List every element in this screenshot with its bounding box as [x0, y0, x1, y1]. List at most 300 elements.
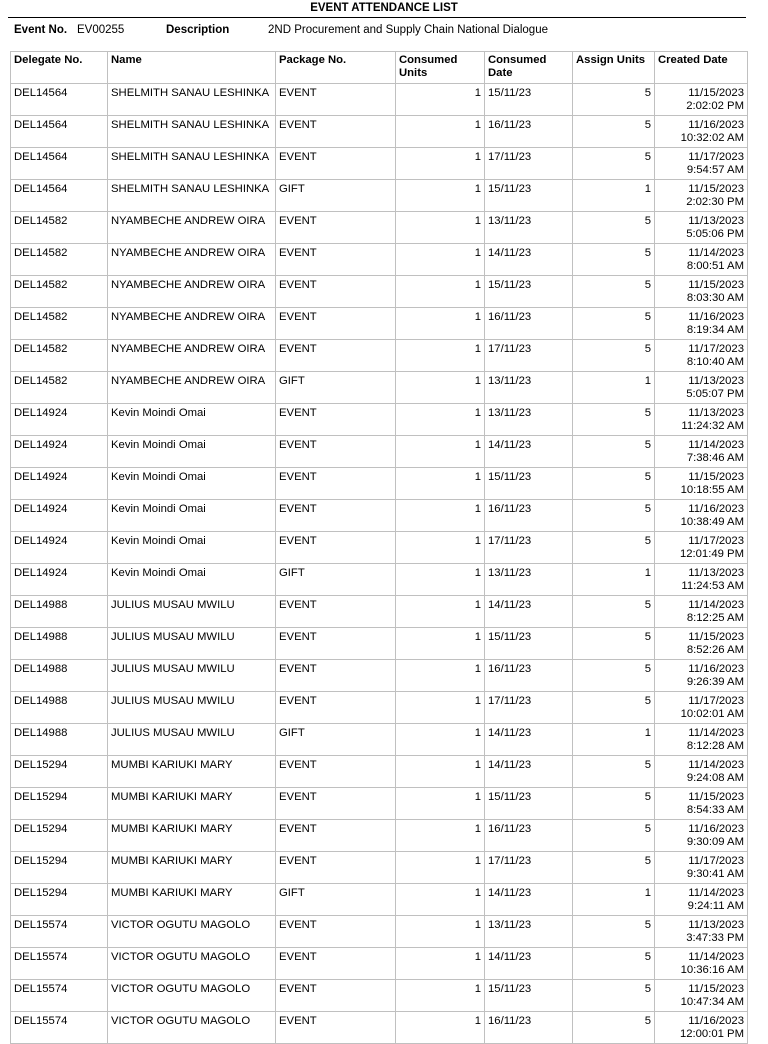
created-date-text: 11/13/2023 — [688, 567, 744, 579]
created-date-text: 11/14/2023 — [688, 599, 744, 611]
consumed-date-cell: 14/11/23 — [485, 948, 573, 980]
created-date-cell — [655, 468, 748, 500]
name-cell: SHELMITH SANAU LESHINKA — [108, 84, 276, 116]
created-date-text: 11/13/2023 — [688, 375, 744, 387]
table-row — [11, 500, 748, 532]
created-date-cell — [655, 340, 748, 372]
attendance-table — [10, 51, 748, 1044]
created-date-cell — [655, 84, 748, 116]
package-no-cell: EVENT — [276, 628, 396, 660]
package-no-cell: EVENT — [276, 852, 396, 884]
assign-units-cell: 5 — [573, 916, 655, 948]
consumed-units-cell: 1 — [396, 916, 485, 948]
package-no-cell: EVENT — [276, 596, 396, 628]
consumed-date-cell: 16/11/23 — [485, 500, 573, 532]
package-no-cell: EVENT — [276, 212, 396, 244]
col-header-created-date: Created Date — [655, 52, 748, 84]
created-time-text: 5:05:07 PM — [686, 387, 744, 400]
created-date-text: 11/17/2023 — [688, 855, 744, 867]
created-date-text: 11/15/2023 — [688, 631, 744, 643]
name-cell: MUMBI KARIUKI MARY — [108, 884, 276, 916]
consumed-units-cell: 1 — [396, 84, 485, 116]
created-time-text: 9:24:08 AM — [686, 771, 744, 784]
col-header-package-no: Package No. — [276, 52, 396, 84]
created-date-text: 11/17/2023 — [688, 695, 744, 707]
package-no-cell: EVENT — [276, 116, 396, 148]
table-row — [11, 756, 748, 788]
created-date-text: 11/14/2023 — [688, 439, 744, 451]
table-row — [11, 564, 748, 596]
consumed-date-cell: 17/11/23 — [485, 340, 573, 372]
created-date-cell — [655, 724, 748, 756]
package-no-cell: EVENT — [276, 660, 396, 692]
consumed-date-cell: 15/11/23 — [485, 788, 573, 820]
consumed-units-cell: 1 — [396, 756, 485, 788]
delegate-no-cell: DEL14564 — [11, 148, 108, 180]
package-no-cell: EVENT — [276, 820, 396, 852]
table-row — [11, 916, 748, 948]
delegate-no-cell: DEL14924 — [11, 468, 108, 500]
name-cell: Kevin Moindi Omai — [108, 404, 276, 436]
table-row — [11, 948, 748, 980]
created-date-cell — [655, 372, 748, 404]
assign-units-cell: 5 — [573, 148, 655, 180]
table-row — [11, 308, 748, 340]
created-date-cell — [655, 532, 748, 564]
table-row — [11, 788, 748, 820]
package-no-cell: EVENT — [276, 84, 396, 116]
created-date-text: 11/16/2023 — [688, 1015, 744, 1027]
table-row — [11, 820, 748, 852]
consumed-units-cell: 1 — [396, 500, 485, 532]
created-time-text: 10:18:55 AM — [680, 483, 744, 496]
created-date-cell — [655, 980, 748, 1012]
created-time-text: 10:38:49 AM — [680, 515, 744, 528]
delegate-no-cell: DEL14582 — [11, 276, 108, 308]
delegate-no-cell: DEL15574 — [11, 916, 108, 948]
name-cell: Kevin Moindi Omai — [108, 564, 276, 596]
created-date-text: 11/15/2023 — [688, 471, 744, 483]
created-date-text: 11/15/2023 — [688, 791, 744, 803]
package-no-cell: GIFT — [276, 372, 396, 404]
package-no-cell: EVENT — [276, 308, 396, 340]
created-date-text: 11/15/2023 — [688, 983, 744, 995]
created-time-text: 9:30:41 AM — [686, 867, 744, 880]
consumed-units-cell: 1 — [396, 404, 485, 436]
consumed-date-cell: 17/11/23 — [485, 148, 573, 180]
table-row — [11, 116, 748, 148]
package-no-cell: GIFT — [276, 180, 396, 212]
created-time-text: 8:12:28 AM — [686, 739, 744, 752]
created-date-text: 11/15/2023 — [688, 279, 744, 291]
assign-units-cell: 5 — [573, 532, 655, 564]
name-cell: JULIUS MUSAU MWILU — [108, 692, 276, 724]
name-cell: JULIUS MUSAU MWILU — [108, 596, 276, 628]
consumed-units-cell: 1 — [396, 116, 485, 148]
assign-units-cell: 5 — [573, 212, 655, 244]
assign-units-cell: 5 — [573, 116, 655, 148]
event-no-value: EV00255 — [77, 24, 125, 36]
consumed-units-cell: 1 — [396, 340, 485, 372]
consumed-units-cell: 1 — [396, 692, 485, 724]
consumed-date-cell: 13/11/23 — [485, 372, 573, 404]
created-time-text: 10:36:16 AM — [680, 963, 744, 976]
table-row — [11, 980, 748, 1012]
created-date-text: 11/14/2023 — [688, 247, 744, 259]
consumed-units-cell: 1 — [396, 1012, 485, 1044]
created-date-cell — [655, 852, 748, 884]
table-row — [11, 884, 748, 916]
delegate-no-cell: DEL15294 — [11, 852, 108, 884]
table-row — [11, 84, 748, 116]
name-cell: Kevin Moindi Omai — [108, 532, 276, 564]
assign-units-cell: 5 — [573, 756, 655, 788]
consumed-date-cell: 14/11/23 — [485, 756, 573, 788]
col-header-consumed-units: Consumed Units — [396, 52, 485, 84]
table-row — [11, 148, 748, 180]
description-label: Description — [166, 24, 230, 36]
name-cell: SHELMITH SANAU LESHINKA — [108, 180, 276, 212]
consumed-date-cell: 15/11/23 — [485, 180, 573, 212]
created-date-text: 11/15/2023 — [688, 183, 744, 195]
col-header-name: Name — [108, 52, 276, 84]
created-date-text: 11/17/2023 — [688, 535, 744, 547]
package-no-cell: EVENT — [276, 468, 396, 500]
delegate-no-cell: DEL14924 — [11, 404, 108, 436]
created-date-text: 11/13/2023 — [688, 215, 744, 227]
assign-units-cell: 1 — [573, 884, 655, 916]
created-date-cell — [655, 756, 748, 788]
created-date-cell — [655, 116, 748, 148]
delegate-no-cell: DEL14924 — [11, 532, 108, 564]
delegate-no-cell: DEL14988 — [11, 596, 108, 628]
created-date-cell — [655, 180, 748, 212]
assign-units-cell: 5 — [573, 84, 655, 116]
delegate-no-cell: DEL14582 — [11, 244, 108, 276]
assign-units-cell: 5 — [573, 980, 655, 1012]
assign-units-cell: 1 — [573, 724, 655, 756]
name-cell: VICTOR OGUTU MAGOLO — [108, 916, 276, 948]
table-row — [11, 852, 748, 884]
delegate-no-cell: DEL14924 — [11, 436, 108, 468]
consumed-date-cell: 15/11/23 — [485, 84, 573, 116]
table-row — [11, 340, 748, 372]
consumed-units-cell: 1 — [396, 436, 485, 468]
assign-units-cell: 5 — [573, 404, 655, 436]
consumed-date-cell: 15/11/23 — [485, 980, 573, 1012]
package-no-cell: GIFT — [276, 724, 396, 756]
name-cell: SHELMITH SANAU LESHINKA — [108, 116, 276, 148]
assign-units-cell: 5 — [573, 1012, 655, 1044]
consumed-date-cell: 17/11/23 — [485, 532, 573, 564]
created-date-cell — [655, 884, 748, 916]
created-date-cell — [655, 308, 748, 340]
created-date-cell — [655, 660, 748, 692]
consumed-date-cell: 13/11/23 — [485, 564, 573, 596]
consumed-units-cell: 1 — [396, 532, 485, 564]
created-date-text: 11/16/2023 — [688, 311, 744, 323]
created-date-cell — [655, 212, 748, 244]
created-time-text: 7:38:46 AM — [686, 451, 744, 464]
created-date-cell — [655, 596, 748, 628]
package-no-cell: EVENT — [276, 148, 396, 180]
created-time-text: 8:52:26 AM — [686, 643, 744, 656]
event-no-label: Event No. — [14, 24, 68, 36]
table-row — [11, 212, 748, 244]
assign-units-cell: 1 — [573, 180, 655, 212]
table-row — [11, 180, 748, 212]
name-cell: NYAMBECHE ANDREW OIRA — [108, 244, 276, 276]
created-date-cell — [655, 788, 748, 820]
consumed-units-cell: 1 — [396, 276, 485, 308]
package-no-cell: EVENT — [276, 756, 396, 788]
consumed-date-cell: 14/11/23 — [485, 244, 573, 276]
assign-units-cell: 5 — [573, 788, 655, 820]
name-cell: VICTOR OGUTU MAGOLO — [108, 980, 276, 1012]
col-header-delegate-no: Delegate No. — [11, 52, 108, 84]
delegate-no-cell: DEL15574 — [11, 980, 108, 1012]
created-date-text: 11/14/2023 — [688, 951, 744, 963]
delegate-no-cell: DEL15294 — [11, 820, 108, 852]
package-no-cell: EVENT — [276, 948, 396, 980]
table-row — [11, 404, 748, 436]
created-date-cell — [655, 436, 748, 468]
delegate-no-cell: DEL14988 — [11, 724, 108, 756]
assign-units-cell: 5 — [573, 340, 655, 372]
created-time-text: 11:24:53 AM — [681, 579, 744, 592]
created-time-text: 8:54:33 AM — [686, 803, 744, 816]
created-time-text: 11:24:32 AM — [681, 419, 744, 432]
delegate-no-cell: DEL15574 — [11, 1012, 108, 1044]
created-time-text: 8:03:30 AM — [686, 291, 744, 304]
name-cell: NYAMBECHE ANDREW OIRA — [108, 276, 276, 308]
consumed-date-cell: 13/11/23 — [485, 916, 573, 948]
consumed-date-cell: 16/11/23 — [485, 660, 573, 692]
consumed-units-cell: 1 — [396, 852, 485, 884]
created-date-text: 11/16/2023 — [688, 119, 744, 131]
table-row — [11, 436, 748, 468]
delegate-no-cell: DEL14988 — [11, 660, 108, 692]
table-row — [11, 372, 748, 404]
name-cell: JULIUS MUSAU MWILU — [108, 724, 276, 756]
created-date-text: 11/14/2023 — [688, 759, 744, 771]
name-cell: NYAMBECHE ANDREW OIRA — [108, 212, 276, 244]
package-no-cell: EVENT — [276, 340, 396, 372]
delegate-no-cell: DEL14582 — [11, 372, 108, 404]
created-time-text: 10:32:02 AM — [680, 131, 744, 144]
delegate-no-cell: DEL14988 — [11, 628, 108, 660]
created-date-cell — [655, 564, 748, 596]
assign-units-cell: 5 — [573, 276, 655, 308]
delegate-no-cell: DEL14582 — [11, 212, 108, 244]
created-date-text: 11/16/2023 — [688, 503, 744, 515]
col-header-consumed-date: Consumed Date — [485, 52, 573, 84]
delegate-no-cell: DEL15574 — [11, 948, 108, 980]
name-cell: NYAMBECHE ANDREW OIRA — [108, 308, 276, 340]
table-row — [11, 660, 748, 692]
assign-units-cell: 5 — [573, 820, 655, 852]
name-cell: JULIUS MUSAU MWILU — [108, 660, 276, 692]
created-date-cell — [655, 948, 748, 980]
consumed-date-cell: 14/11/23 — [485, 596, 573, 628]
created-date-cell — [655, 820, 748, 852]
report-title: EVENT ATTENDANCE LIST — [310, 2, 458, 14]
name-cell: MUMBI KARIUKI MARY — [108, 756, 276, 788]
delegate-no-cell: DEL15294 — [11, 756, 108, 788]
consumed-units-cell: 1 — [396, 180, 485, 212]
package-no-cell: EVENT — [276, 980, 396, 1012]
created-date-text: 11/17/2023 — [688, 343, 744, 355]
consumed-date-cell: 17/11/23 — [485, 852, 573, 884]
name-cell: JULIUS MUSAU MWILU — [108, 628, 276, 660]
created-time-text: 8:00:51 AM — [686, 259, 744, 272]
name-cell: SHELMITH SANAU LESHINKA — [108, 148, 276, 180]
name-cell: NYAMBECHE ANDREW OIRA — [108, 372, 276, 404]
consumed-date-cell: 16/11/23 — [485, 1012, 573, 1044]
consumed-units-cell: 1 — [396, 212, 485, 244]
package-no-cell: EVENT — [276, 1012, 396, 1044]
package-no-cell: EVENT — [276, 788, 396, 820]
delegate-no-cell: DEL14582 — [11, 308, 108, 340]
created-date-text: 11/15/2023 — [688, 87, 744, 99]
table-body — [11, 84, 748, 1044]
table-row — [11, 724, 748, 756]
consumed-date-cell: 15/11/23 — [485, 468, 573, 500]
created-date-text: 11/16/2023 — [688, 823, 744, 835]
table-row — [11, 276, 748, 308]
created-date-text: 11/16/2023 — [688, 663, 744, 675]
consumed-units-cell: 1 — [396, 148, 485, 180]
created-date-cell — [655, 148, 748, 180]
created-time-text: 8:12:25 AM — [686, 611, 744, 624]
package-no-cell: EVENT — [276, 532, 396, 564]
package-no-cell: EVENT — [276, 276, 396, 308]
table-row — [11, 1012, 748, 1044]
assign-units-cell: 5 — [573, 500, 655, 532]
consumed-units-cell: 1 — [396, 660, 485, 692]
assign-units-cell: 5 — [573, 948, 655, 980]
created-time-text: 12:00:01 PM — [679, 1027, 744, 1040]
created-date-cell — [655, 276, 748, 308]
consumed-units-cell: 1 — [396, 820, 485, 852]
assign-units-cell: 1 — [573, 564, 655, 596]
name-cell: VICTOR OGUTU MAGOLO — [108, 1012, 276, 1044]
delegate-no-cell: DEL14924 — [11, 500, 108, 532]
created-date-text: 11/17/2023 — [688, 151, 744, 163]
consumed-date-cell: 14/11/23 — [485, 724, 573, 756]
created-date-cell — [655, 692, 748, 724]
consumed-date-cell: 13/11/23 — [485, 212, 573, 244]
assign-units-cell: 5 — [573, 468, 655, 500]
created-time-text: 10:47:34 AM — [680, 995, 744, 1008]
name-cell: Kevin Moindi Omai — [108, 436, 276, 468]
created-date-cell — [655, 244, 748, 276]
consumed-units-cell: 1 — [396, 564, 485, 596]
name-cell: NYAMBECHE ANDREW OIRA — [108, 340, 276, 372]
created-date-cell — [655, 500, 748, 532]
created-time-text: 2:02:30 PM — [686, 195, 744, 208]
event-meta — [0, 22, 768, 38]
package-no-cell: EVENT — [276, 244, 396, 276]
consumed-date-cell: 15/11/23 — [485, 628, 573, 660]
consumed-units-cell: 1 — [396, 244, 485, 276]
delegate-no-cell: DEL14582 — [11, 340, 108, 372]
package-no-cell: GIFT — [276, 884, 396, 916]
assign-units-cell: 5 — [573, 436, 655, 468]
consumed-date-cell: 14/11/23 — [485, 436, 573, 468]
table-row — [11, 532, 748, 564]
package-no-cell: GIFT — [276, 564, 396, 596]
created-time-text: 3:47:33 PM — [686, 931, 744, 944]
created-date-cell — [655, 916, 748, 948]
name-cell: MUMBI KARIUKI MARY — [108, 788, 276, 820]
created-date-cell — [655, 404, 748, 436]
table-row — [11, 596, 748, 628]
table-row — [11, 468, 748, 500]
delegate-no-cell: DEL15294 — [11, 788, 108, 820]
assign-units-cell: 5 — [573, 596, 655, 628]
col-header-assign-units: Assign Units — [573, 52, 655, 84]
consumed-date-cell: 16/11/23 — [485, 116, 573, 148]
consumed-units-cell: 1 — [396, 372, 485, 404]
delegate-no-cell: DEL14988 — [11, 692, 108, 724]
description-value: 2ND Procurement and Supply Chain National Dialogue — [268, 24, 548, 36]
created-time-text: 8:19:34 AM — [686, 323, 744, 336]
assign-units-cell: 5 — [573, 692, 655, 724]
consumed-units-cell: 1 — [396, 884, 485, 916]
consumed-units-cell: 1 — [396, 788, 485, 820]
delegate-no-cell: DEL14564 — [11, 116, 108, 148]
consumed-date-cell: 16/11/23 — [485, 308, 573, 340]
consumed-units-cell: 1 — [396, 980, 485, 1012]
consumed-date-cell: 15/11/23 — [485, 276, 573, 308]
delegate-no-cell: DEL14564 — [11, 84, 108, 116]
created-time-text: 8:10:40 AM — [686, 355, 744, 368]
delegate-no-cell: DEL15294 — [11, 884, 108, 916]
assign-units-cell: 5 — [573, 308, 655, 340]
name-cell: MUMBI KARIUKI MARY — [108, 820, 276, 852]
consumed-units-cell: 1 — [396, 596, 485, 628]
name-cell: VICTOR OGUTU MAGOLO — [108, 948, 276, 980]
created-time-text: 9:54:57 AM — [686, 163, 744, 176]
created-time-text: 10:02:01 AM — [680, 707, 744, 720]
consumed-date-cell: 13/11/23 — [485, 404, 573, 436]
created-date-cell — [655, 628, 748, 660]
created-date-cell — [655, 1012, 748, 1044]
created-time-text: 9:24:11 AM — [687, 899, 744, 912]
package-no-cell: EVENT — [276, 500, 396, 532]
created-time-text: 9:26:39 AM — [686, 675, 744, 688]
consumed-units-cell: 1 — [396, 628, 485, 660]
created-date-text: 11/13/2023 — [688, 919, 744, 931]
consumed-date-cell: 14/11/23 — [485, 884, 573, 916]
created-date-text: 11/13/2023 — [688, 407, 744, 419]
consumed-units-cell: 1 — [396, 468, 485, 500]
title-divider — [8, 17, 746, 18]
assign-units-cell: 5 — [573, 660, 655, 692]
consumed-date-cell: 16/11/23 — [485, 820, 573, 852]
name-cell: MUMBI KARIUKI MARY — [108, 852, 276, 884]
assign-units-cell: 1 — [573, 372, 655, 404]
package-no-cell: EVENT — [276, 404, 396, 436]
table-row — [11, 692, 748, 724]
name-cell: Kevin Moindi Omai — [108, 468, 276, 500]
created-time-text: 12:01:49 PM — [679, 547, 744, 560]
package-no-cell: EVENT — [276, 692, 396, 724]
assign-units-cell: 5 — [573, 244, 655, 276]
created-time-text: 9:30:09 AM — [686, 835, 744, 848]
delegate-no-cell: DEL14924 — [11, 564, 108, 596]
